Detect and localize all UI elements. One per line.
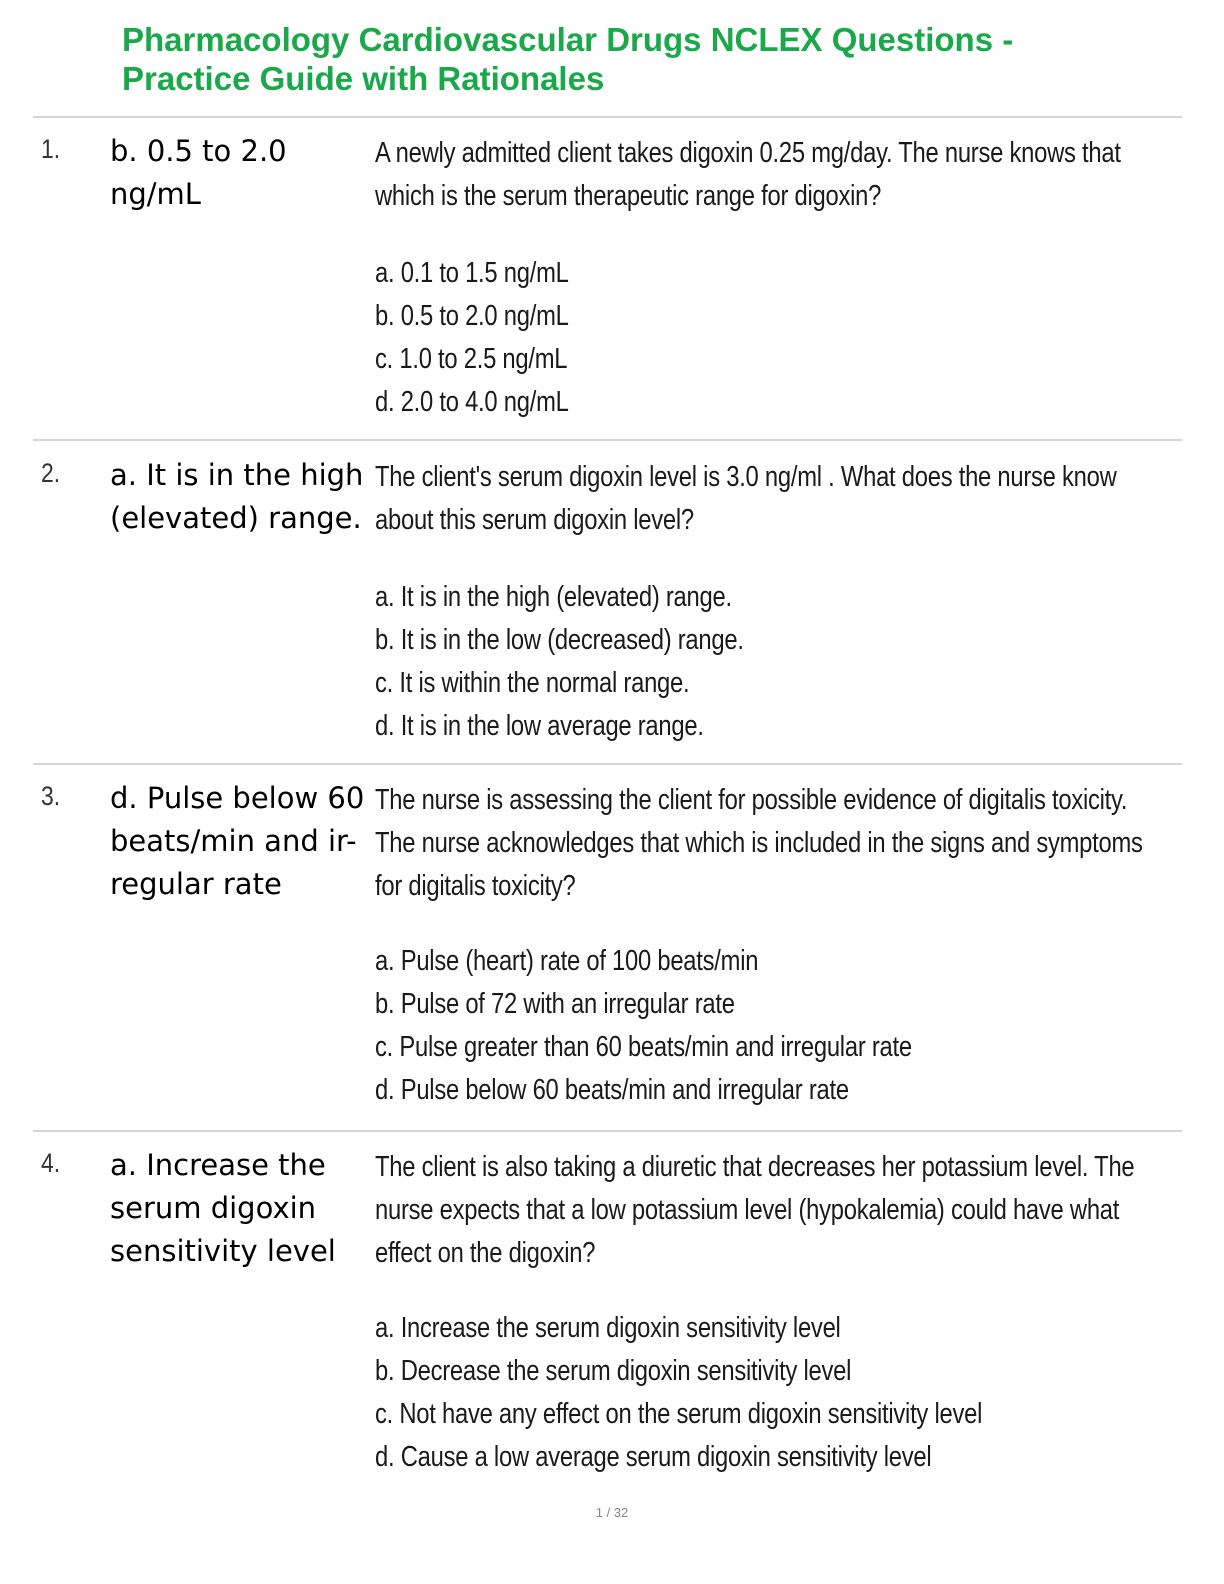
option-d: d. It is in the low average range. xyxy=(375,710,704,742)
option-b: b. Pulse of 72 with an irregular rate xyxy=(375,988,735,1020)
option-c: c. It is within the normal range. xyxy=(375,667,690,699)
title-line-1: Pharmacology Cardiovascular Drugs NCLEX Questions - xyxy=(122,21,1014,58)
flashcard-3 xyxy=(33,777,1182,1122)
option-a: a. It is in the high (elevated) range. xyxy=(375,581,732,613)
card-number: 3. xyxy=(41,781,61,811)
card-question: The client is also taking a diuretic that decreases her potassium level. The nurse expects that a low potassium level (hypokalemia) could have what effect on the digoxin? xyxy=(375,1151,1135,1269)
flashcard-1 xyxy=(33,130,1182,430)
option-b: b. It is in the low (decreased) range. xyxy=(375,624,744,656)
flashcard-2 xyxy=(33,454,1182,754)
divider xyxy=(33,1130,1182,1132)
flashcard-4 xyxy=(33,1144,1182,1489)
card-question: The nurse is assessing the client for possible evidence of digitalis toxicity. The nurse acknowledges that which is included in the signs and symptoms for digitalis toxicity? xyxy=(375,784,1143,902)
divider xyxy=(33,763,1182,765)
options-list xyxy=(375,1307,1162,1479)
option-b: b. Decrease the serum digoxin sensitivity level xyxy=(375,1355,852,1387)
option-a: a. 0.1 to 1.5 ng/mL xyxy=(375,257,569,289)
card-answer: a. Increase the serum digoxin sensitivity level xyxy=(110,1148,336,1268)
card-answer: d. Pulse below 60 beats/min and ir-regular rate xyxy=(110,781,365,901)
card-number: 2. xyxy=(41,458,61,488)
card-answer: a. It is in the high (elevated) range. xyxy=(110,458,364,535)
option-d: d. Cause a low average serum digoxin sensitivity level xyxy=(375,1441,932,1473)
option-a: a. Pulse (heart) rate of 100 beats/min xyxy=(375,945,759,977)
options-list xyxy=(375,940,1162,1112)
option-d: d. 2.0 to 4.0 ng/mL xyxy=(375,386,569,418)
option-d: d. Pulse below 60 beats/min and irregular rate xyxy=(375,1074,849,1106)
card-number: 1. xyxy=(41,134,61,164)
card-question: A newly admitted client takes digoxin 0.25 mg/day. The nurse knows that which is the serum therapeutic range for digoxin? xyxy=(375,137,1121,212)
options-list xyxy=(375,252,1162,424)
divider xyxy=(33,116,1182,118)
option-c: c. Not have any effect on the serum digoxin sensitivity level xyxy=(375,1398,983,1430)
option-b: b. 0.5 to 2.0 ng/mL xyxy=(375,300,569,332)
card-question: The client's serum digoxin level is 3.0 ng/ml . What does the nurse know about this serum digoxin level? xyxy=(375,461,1117,536)
card-answer: b. 0.5 to 2.0 ng/mL xyxy=(110,134,287,211)
option-c: c. Pulse greater than 60 beats/min and irregular rate xyxy=(375,1031,912,1063)
page-number: 1 / 32 xyxy=(595,1505,629,1520)
option-c: c. 1.0 to 2.5 ng/mL xyxy=(375,343,568,375)
page-title xyxy=(122,20,1122,98)
divider xyxy=(33,439,1182,441)
options-list xyxy=(375,576,1162,748)
card-number: 4. xyxy=(41,1148,61,1178)
title-line-2: Practice Guide with Rationales xyxy=(122,60,605,97)
option-a: a. Increase the serum digoxin sensitivity level xyxy=(375,1312,841,1344)
